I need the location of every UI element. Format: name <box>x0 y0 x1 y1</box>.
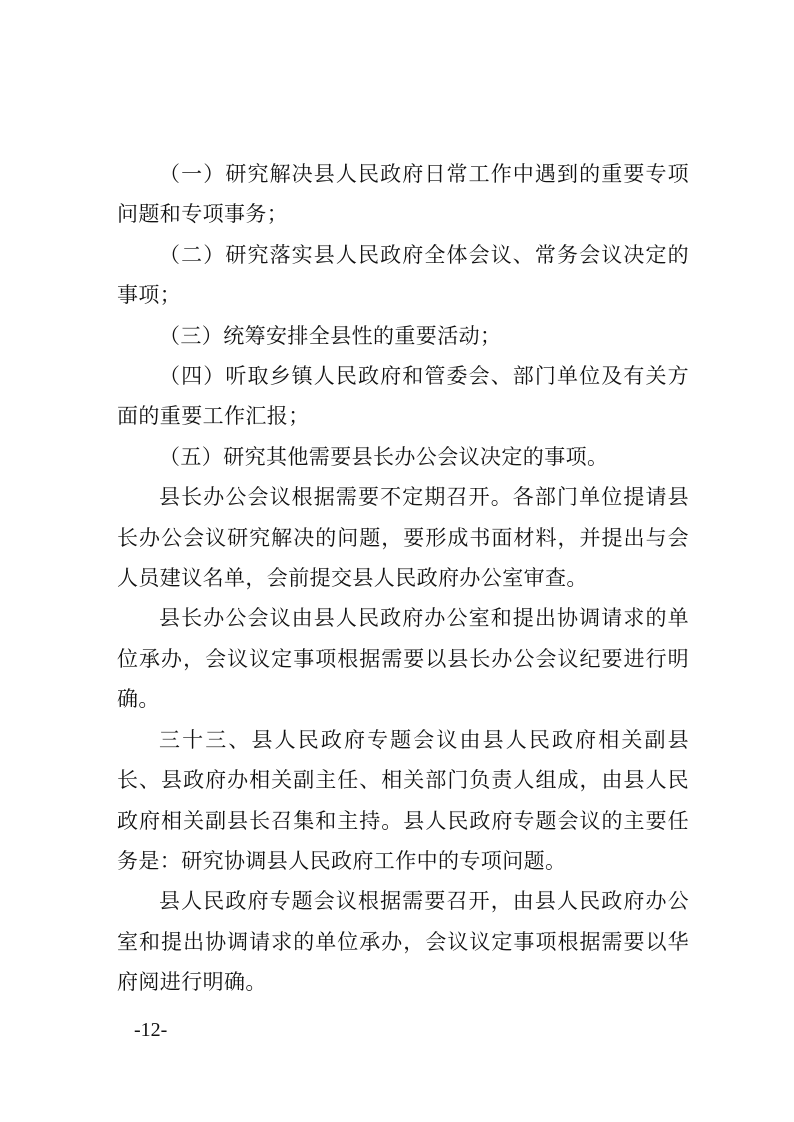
paragraph-meeting-organizer: 县长办公会议由县人民政府办公室和提出协调请求的单位承办，会议议定事项根据需要以县长办公会议纪要进行明确。 <box>117 606 689 712</box>
paragraph-item-1: （一）研究解决县人民政府日常工作中遇到的重要专项问题和专项事务； <box>117 162 689 227</box>
page-number: -12- <box>134 1019 168 1041</box>
paragraph-article-33: 三十三、县人民政府专题会议由县人民政府相关副县长、县政府办相关副主任、相关部门负责人组成，由县人民政府相关副县长召集和主持。县人民政府专题会议的主要任务是：研究协调县人民政府工作中的专项问题。 <box>117 727 689 873</box>
paragraph-special-meeting: 县人民政府专题会议根据需要召开，由县人民政府办公室和提出协调请求的单位承办，会议议定事项根据需要以华府阅进行明确。 <box>117 889 689 995</box>
paragraph-item-2: （二）研究落实县人民政府全体会议、常务会议决定的事项； <box>117 242 689 308</box>
paragraph-item-3: （三）统筹安排全县性的重要活动； <box>159 323 502 348</box>
paragraph-meeting-schedule: 县长办公会议根据需要不定期召开。各部门单位提请县长办公会议研究解决的问题，要形成书面材料，并提出与会人员建议名单，会前提交县人民政府办公室审查。 <box>117 485 689 591</box>
document-body <box>117 154 689 1003</box>
paragraph-item-4: （四）听取乡镇人民政府和管委会、部门单位及有关方面的重要工作汇报； <box>117 364 689 429</box>
paragraph-item-5: （五）研究其他需要县长办公会议决定的事项。 <box>159 444 609 469</box>
